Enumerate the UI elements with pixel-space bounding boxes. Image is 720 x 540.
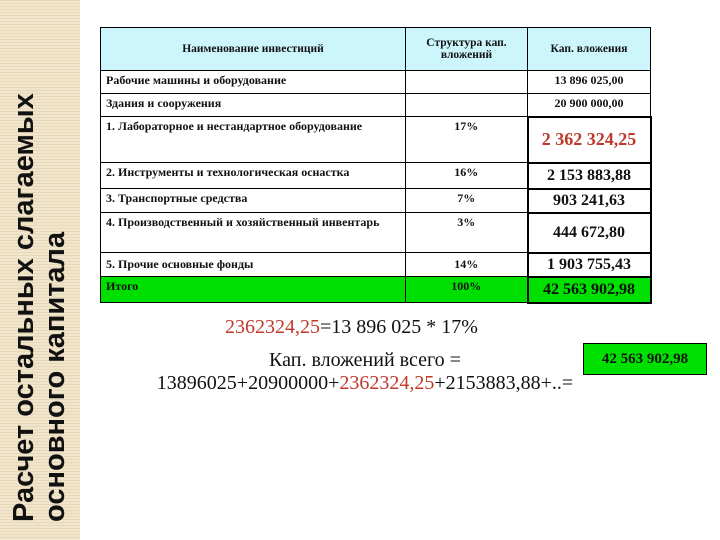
slide-title xyxy=(9,22,71,522)
row-value: 903 241,63 xyxy=(528,189,651,213)
table-row xyxy=(101,117,651,163)
row-share: 3% xyxy=(406,213,528,253)
row-name: 5. Прочие основные фонды xyxy=(101,253,406,277)
formula-total-label: Кап. вложений всего = xyxy=(269,349,461,371)
row-value: 2 362 324,25 xyxy=(528,117,651,163)
row-value: 1 903 755,43 xyxy=(528,253,651,277)
row-share xyxy=(406,71,528,94)
row-share: 7% xyxy=(406,189,528,213)
row-name: 4. Производственный и хозяйственный инвентарь xyxy=(101,213,406,253)
title-line-1: Расчет остальных слагаемых xyxy=(8,93,40,522)
title-line-2: основного капитала xyxy=(39,231,71,522)
table-row xyxy=(101,253,651,277)
formula-highlight: 2362324,25 xyxy=(225,316,320,338)
formula-highlight: 2362324,25 xyxy=(339,372,435,394)
table-row xyxy=(101,94,651,117)
table-header xyxy=(101,28,651,71)
table-row xyxy=(101,189,651,213)
formula-part: 13896025+20900000+ xyxy=(156,372,340,394)
row-value: 444 672,80 xyxy=(528,213,651,253)
row-name: 3. Транспортные средства xyxy=(101,189,406,213)
formula-part: +2153883,88+..= xyxy=(434,372,574,394)
formula-total xyxy=(140,349,590,395)
investment-table xyxy=(100,27,652,304)
row-value: 13 896 025,00 xyxy=(528,71,651,94)
header-structure: Структура кап. вложений xyxy=(406,28,528,71)
formula-lab-equipment xyxy=(225,316,478,339)
table-row xyxy=(101,71,651,94)
table-row xyxy=(101,213,651,253)
table-row xyxy=(101,163,651,189)
row-share: 14% xyxy=(406,253,528,277)
total-row xyxy=(101,277,651,303)
row-value: 2 153 883,88 xyxy=(528,163,651,189)
row-value: 20 900 000,00 xyxy=(528,94,651,117)
row-name: Здания и сооружения xyxy=(101,94,406,117)
formula-rest: =13 896 025 * 17% xyxy=(320,316,478,338)
result-box: 42 563 902,98 xyxy=(583,343,707,375)
header-value: Кап. вложения xyxy=(528,28,651,71)
row-name: Рабочие машины и оборудование xyxy=(101,71,406,94)
row-name: 2. Инструменты и технологическая оснастка xyxy=(101,163,406,189)
total-label: Итого xyxy=(101,277,406,303)
header-name: Наименование инвестиций xyxy=(101,28,406,71)
row-share: 17% xyxy=(406,117,528,163)
total-value: 42 563 902,98 xyxy=(528,277,651,303)
row-name: 1. Лабораторное и нестандартное оборудование xyxy=(101,117,406,163)
row-share xyxy=(406,94,528,117)
total-share: 100% xyxy=(406,277,528,303)
row-share: 16% xyxy=(406,163,528,189)
